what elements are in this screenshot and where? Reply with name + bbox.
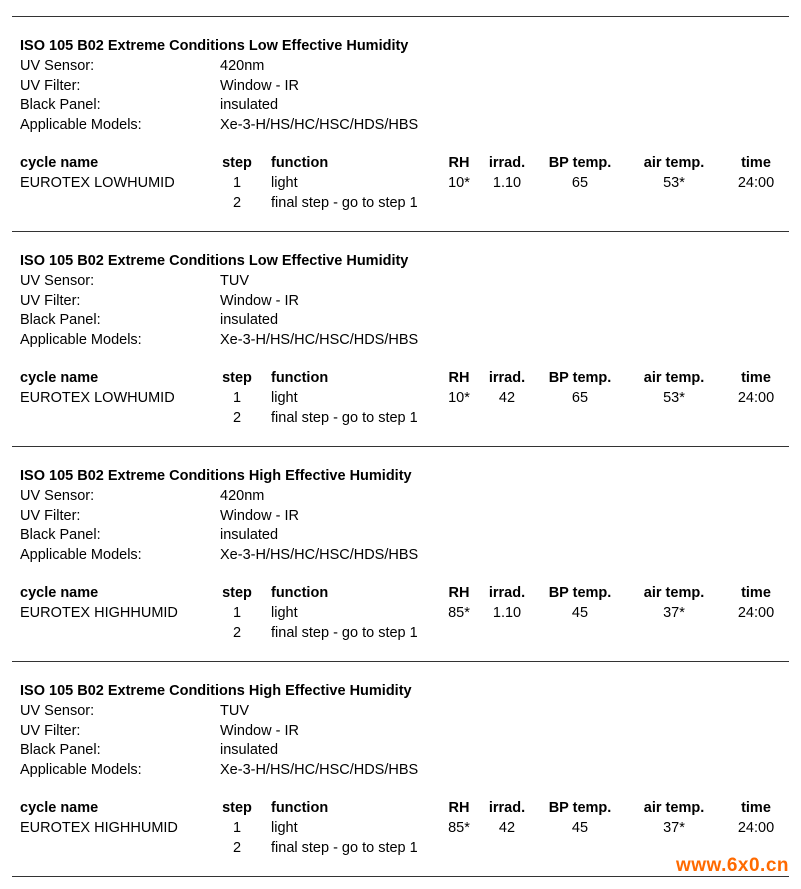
uv-filter-value: Window - IR (220, 77, 299, 94)
cell-cycle-name: EUROTEX LOWHUMID (20, 175, 175, 191)
uv-sensor-value: TUV (220, 703, 249, 719)
cell-bp-temp: 65 (571, 175, 589, 191)
black-panel-label: Black Panel: (20, 742, 101, 758)
header-time: time (741, 155, 771, 171)
header-time: time (741, 800, 771, 816)
header-time: time (741, 585, 771, 601)
header-air-temp: air temp. (643, 800, 705, 816)
cell-function: final step - go to step 1 (271, 409, 418, 426)
header-bp-temp: BP temp. (548, 370, 612, 386)
section-title: ISO 105 B02 Extreme Conditions High Effective Humidity (20, 468, 412, 484)
header-function: function (271, 370, 329, 386)
cell-function: final step - go to step 1 (271, 194, 418, 211)
section-title: ISO 105 B02 Extreme Conditions Low Effective Humidity (20, 38, 409, 54)
applicable-models-label: Applicable Models: (20, 331, 142, 348)
header-air-temp: air temp. (643, 370, 705, 386)
cell-step: 1 (232, 175, 242, 191)
applicable-models-label: Applicable Models: (20, 546, 142, 563)
cell-step: 1 (232, 820, 242, 836)
uv-sensor-value: 420nm (220, 58, 265, 74)
header-bp-temp: BP temp. (548, 155, 612, 171)
cell-cycle-name: EUROTEX HIGHHUMID (20, 605, 178, 621)
header-irrad: irrad. (488, 800, 526, 816)
cell-step: 2 (232, 409, 242, 426)
applicable-models-label: Applicable Models: (20, 116, 142, 133)
applicable-models-value: Xe-3-H/HS/HC/HSC/HDS/HBS (220, 116, 419, 133)
uv-filter-label: UV Filter: (20, 77, 81, 94)
header-function: function (271, 800, 329, 816)
black-panel-label: Black Panel: (20, 527, 101, 543)
divider-top (12, 16, 789, 17)
black-panel-label: Black Panel: (20, 97, 101, 113)
cell-bp-temp: 65 (571, 390, 589, 406)
cell-step: 1 (232, 605, 242, 621)
applicable-models-label: Applicable Models: (20, 761, 142, 778)
cell-air-temp: 37* (663, 605, 685, 621)
section-title: ISO 105 B02 Extreme Conditions Low Effective Humidity (20, 253, 409, 269)
black-panel-value: insulated (220, 527, 279, 543)
cell-step: 2 (232, 839, 242, 856)
cell-cycle-name: EUROTEX HIGHHUMID (20, 820, 178, 836)
black-panel-value: insulated (220, 742, 279, 758)
uv-filter-value: Window - IR (220, 507, 299, 524)
header-irrad: irrad. (488, 370, 526, 386)
cell-function: light (271, 390, 298, 406)
cell-air-temp: 53* (663, 175, 685, 191)
header-step: step (222, 370, 252, 386)
cell-irrad: 1.10 (492, 605, 522, 621)
cell-rh: 10* (448, 175, 470, 191)
uv-sensor-label: UV Sensor: (20, 488, 95, 504)
black-panel-value: insulated (220, 97, 279, 113)
cell-time: 24:00 (737, 605, 775, 621)
cell-air-temp: 37* (663, 820, 685, 836)
uv-filter-label: UV Filter: (20, 292, 81, 309)
header-bp-temp: BP temp. (548, 800, 612, 816)
cycle-section (0, 253, 801, 453)
cell-rh: 10* (448, 390, 470, 406)
applicable-models-value: Xe-3-H/HS/HC/HSC/HDS/HBS (220, 546, 419, 563)
cell-rh: 85* (448, 605, 470, 621)
header-air-temp: air temp. (643, 585, 705, 601)
uv-sensor-label: UV Sensor: (20, 703, 95, 719)
cell-time: 24:00 (737, 175, 775, 191)
header-cycle-name: cycle name (20, 370, 99, 386)
header-cycle-name: cycle name (20, 585, 99, 601)
header-time: time (741, 370, 771, 386)
cell-irrad: 42 (498, 390, 516, 406)
header-irrad: irrad. (488, 155, 526, 171)
header-air-temp: air temp. (643, 155, 705, 171)
cell-air-temp: 53* (663, 390, 685, 406)
cell-function: light (271, 820, 298, 836)
header-rh: RH (448, 155, 470, 171)
black-panel-value: insulated (220, 312, 279, 328)
cell-bp-temp: 45 (571, 820, 589, 836)
applicable-models-value: Xe-3-H/HS/HC/HSC/HDS/HBS (220, 761, 419, 778)
cell-time: 24:00 (737, 390, 775, 406)
cell-rh: 85* (448, 820, 470, 836)
header-cycle-name: cycle name (20, 800, 99, 816)
header-function: function (271, 585, 329, 601)
header-step: step (222, 585, 252, 601)
uv-filter-label: UV Filter: (20, 507, 81, 524)
cell-step: 1 (232, 390, 242, 406)
cell-irrad: 1.10 (492, 175, 522, 191)
cell-time: 24:00 (737, 820, 775, 836)
cell-function: final step - go to step 1 (271, 839, 418, 856)
section-title: ISO 105 B02 Extreme Conditions High Effective Humidity (20, 683, 412, 699)
header-cycle-name: cycle name (20, 155, 99, 171)
header-function: function (271, 155, 329, 171)
header-rh: RH (448, 800, 470, 816)
cell-step: 2 (232, 194, 242, 211)
cell-function: light (271, 605, 298, 621)
header-step: step (222, 800, 252, 816)
black-panel-label: Black Panel: (20, 312, 101, 328)
header-step: step (222, 155, 252, 171)
cell-cycle-name: EUROTEX LOWHUMID (20, 390, 175, 406)
watermark-logo: www.6x0.cn (675, 855, 789, 876)
cycle-section (0, 468, 801, 668)
cell-function: final step - go to step 1 (271, 624, 418, 641)
cycle-section (0, 38, 801, 238)
header-rh: RH (448, 585, 470, 601)
uv-sensor-value: 420nm (220, 488, 265, 504)
header-bp-temp: BP temp. (548, 585, 612, 601)
header-irrad: irrad. (488, 585, 526, 601)
uv-sensor-value: TUV (220, 273, 249, 289)
cell-function: light (271, 175, 298, 191)
cycle-section (0, 683, 801, 883)
uv-sensor-label: UV Sensor: (20, 58, 95, 74)
cell-step: 2 (232, 624, 242, 641)
uv-sensor-label: UV Sensor: (20, 273, 95, 289)
applicable-models-value: Xe-3-H/HS/HC/HSC/HDS/HBS (220, 331, 419, 348)
uv-filter-value: Window - IR (220, 722, 299, 739)
header-rh: RH (448, 370, 470, 386)
cell-irrad: 42 (498, 820, 516, 836)
cell-bp-temp: 45 (571, 605, 589, 621)
uv-filter-value: Window - IR (220, 292, 299, 309)
uv-filter-label: UV Filter: (20, 722, 81, 739)
